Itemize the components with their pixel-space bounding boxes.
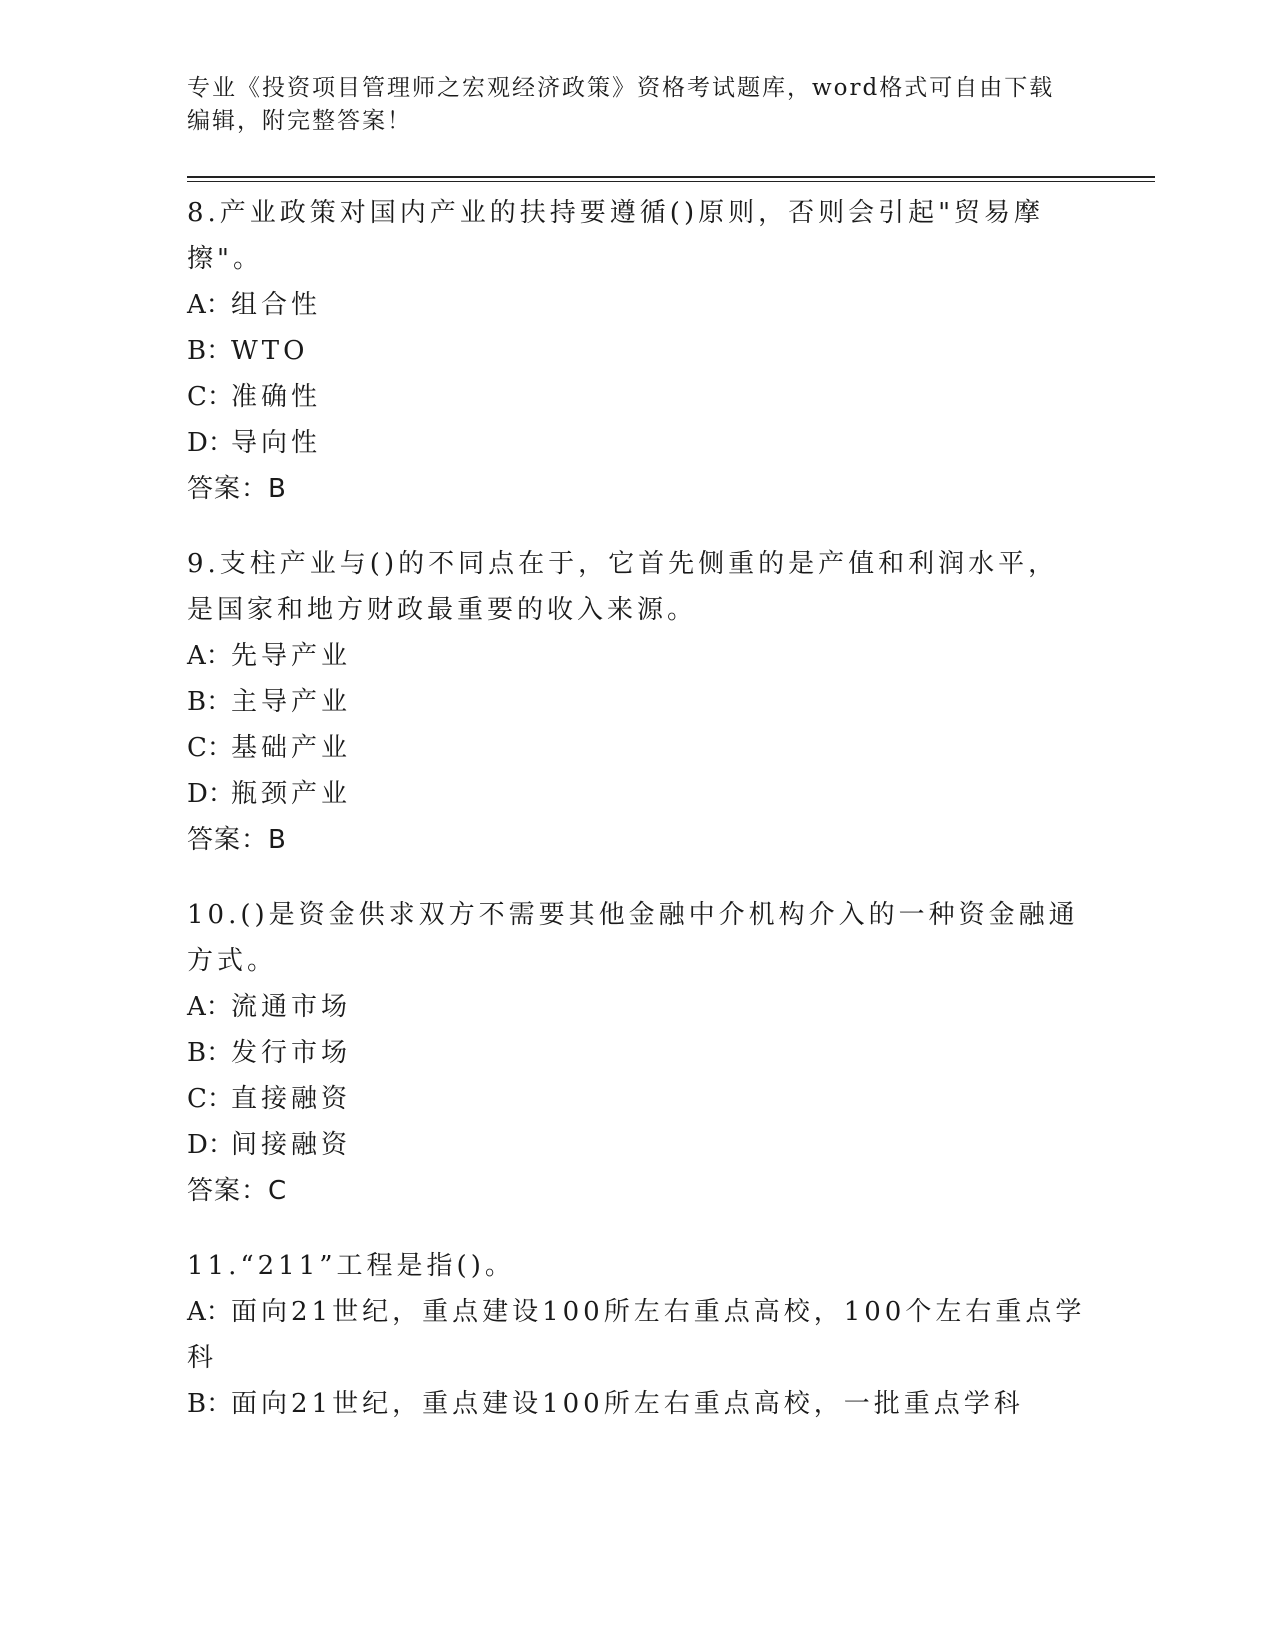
answer-line: 答案：B [187, 825, 287, 855]
option-text: 面向21世纪，重点建设100所左右重点高校，一批重点学科 [231, 1389, 1024, 1419]
option-key: B： [187, 687, 233, 717]
option-c [187, 725, 1087, 771]
option-b [187, 328, 1087, 374]
answer-line: 答案：C [187, 1176, 288, 1206]
option-b [187, 1381, 1087, 1427]
option-b [187, 1030, 1087, 1076]
document-header: 专业《投资项目管理师之宏观经济政策》资格考试题库，word格式可自由下载编辑，附完整答案！ [187, 75, 1055, 134]
question-list [187, 190, 1087, 1456]
option-key: B： [187, 1389, 233, 1419]
question-text: 9.支柱产业与()的不同点在于，它首先侧重的是产值和利润水平，是国家和地方财政最重要的收入来源。 [187, 549, 1059, 625]
option-a [187, 633, 1087, 679]
option-key: C： [187, 382, 233, 412]
option-d [187, 1122, 1087, 1168]
option-a [187, 984, 1087, 1030]
option-key: B： [187, 1038, 233, 1068]
option-text: 直接融资 [231, 1084, 352, 1114]
option-key: C： [187, 733, 233, 763]
option-b [187, 679, 1087, 725]
option-key: B： [187, 336, 233, 366]
option-text: 发行市场 [231, 1038, 352, 1068]
question-9 [187, 541, 1087, 863]
option-c [187, 1076, 1087, 1122]
option-text: 组合性 [231, 290, 322, 320]
option-key: A： [187, 992, 232, 1022]
option-key: A： [187, 1297, 232, 1327]
option-text: 瓶颈产业 [231, 779, 352, 809]
option-key: A： [187, 641, 232, 671]
option-key: A： [187, 290, 232, 320]
option-key: D： [187, 1130, 234, 1160]
option-text: 先导产业 [231, 641, 352, 671]
option-d [187, 771, 1087, 817]
option-a [187, 1289, 1087, 1381]
option-text: 基础产业 [231, 733, 352, 763]
option-c [187, 374, 1087, 420]
option-text: 导向性 [231, 428, 322, 458]
option-text: 间接融资 [231, 1130, 352, 1160]
option-text: 流通市场 [231, 992, 352, 1022]
option-key: C： [187, 1084, 233, 1114]
option-a [187, 282, 1087, 328]
option-key: D： [187, 428, 234, 458]
option-d [187, 420, 1087, 466]
question-text: 10.()是资金供求双方不需要其他金融中介机构介入的一种资金融通方式。 [187, 900, 1079, 976]
answer-line: 答案：B [187, 474, 287, 504]
question-11 [187, 1243, 1087, 1427]
header-divider [187, 176, 1155, 182]
question-10 [187, 892, 1087, 1214]
question-8 [187, 190, 1087, 512]
question-text: 8.产业政策对国内产业的扶持要遵循()原则，否则会引起"贸易摩擦"。 [187, 198, 1045, 274]
question-text: 11.“211”工程是指()。 [187, 1251, 515, 1281]
option-text: 主导产业 [231, 687, 352, 717]
option-key: D： [187, 779, 234, 809]
option-text: 准确性 [231, 382, 322, 412]
option-text: 面向21世纪，重点建设100所左右重点高校，100个左右重点学科 [187, 1297, 1086, 1373]
option-text: WTO [231, 336, 309, 366]
